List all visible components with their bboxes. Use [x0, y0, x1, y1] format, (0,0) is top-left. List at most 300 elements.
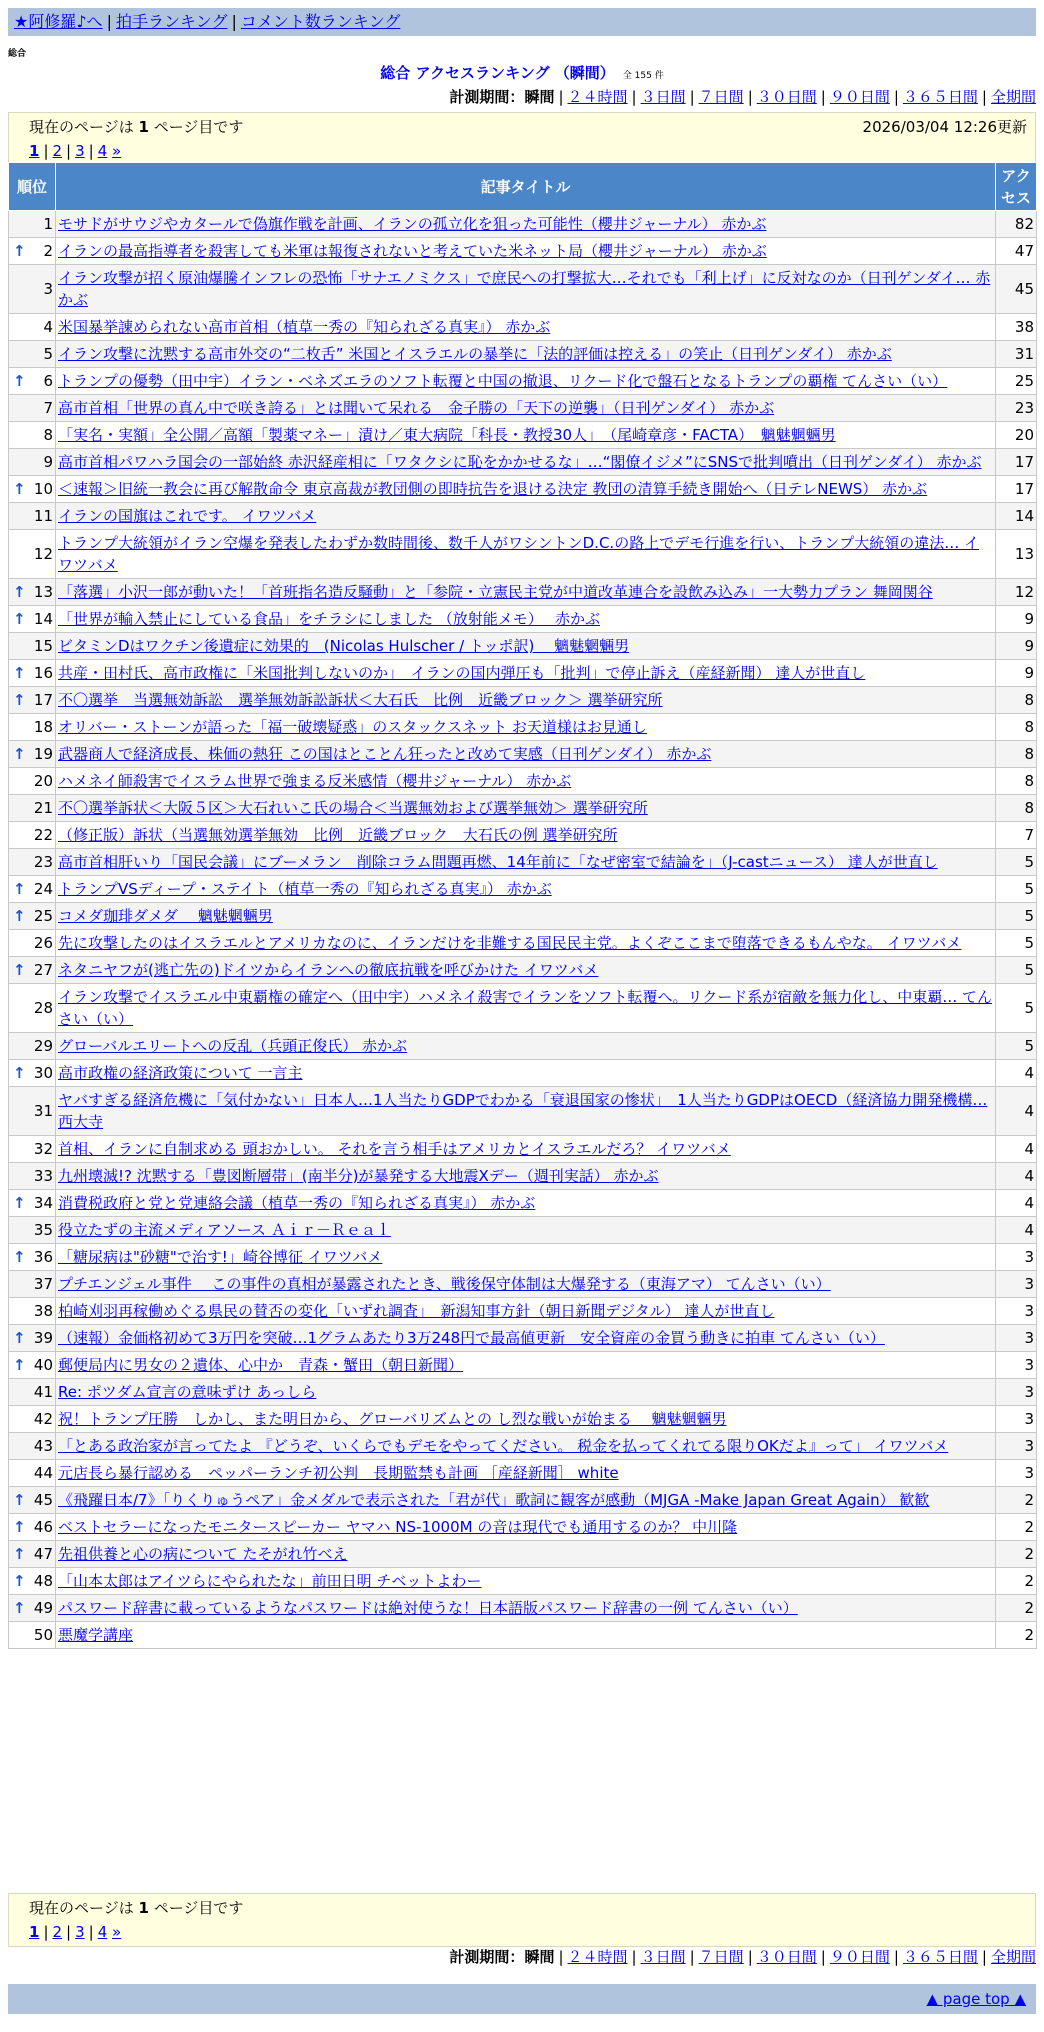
rank-cell: [9, 1060, 56, 1087]
rank-number: 41: [33, 1383, 53, 1401]
access-count: 2: [996, 1595, 1037, 1622]
article-link[interactable]: 《飛躍日本/7》「りくりゅうペア」金メダルで表示された「君が代」歌詞に観客が感動（MJGA -Make Japan Great Again） 歓歓: [58, 1491, 930, 1509]
period-option[interactable]: ２４時間: [567, 88, 628, 106]
access-count: 5: [996, 1033, 1037, 1060]
rank-up-arrow-icon: ↑: [13, 880, 26, 898]
title-cell: [56, 1298, 996, 1325]
rank-up-arrow-icon: ↑: [13, 745, 26, 763]
title-cell: [56, 211, 996, 238]
heading: [0, 62, 1044, 87]
nav-link[interactable]: ★阿修羅♪へ: [14, 12, 103, 31]
rank-up-arrow-icon: ↑: [13, 1491, 26, 1509]
period-label: 計測期間：: [449, 1948, 525, 1966]
pager-separator: |: [88, 142, 94, 160]
title-cell: [56, 687, 996, 714]
table-row: [9, 1541, 1037, 1568]
rank-cell: [9, 341, 56, 368]
article-link[interactable]: イラン攻撃が招く原油爆騰インフレの恐怖「サナエノミクス」で庶民への打撃拡大…それでも「利上げ」に反対なのか（日刊ゲンダイ… 赤かぶ: [58, 269, 991, 309]
period-current: 瞬間: [524, 88, 555, 106]
article-link[interactable]: 首相、イランに自制求める 頭おかしい。 それを言う相手はアメリカとイスラエルだろ？ イワツバメ: [58, 1140, 731, 1158]
article-link[interactable]: 先に攻撃したのはイスラエルとアメリカなのに、イランだけを非難する国民民主党。よくぞここまで堕落できるもんやな。 イワツバメ: [58, 934, 962, 952]
article-link[interactable]: 共産・田村氏、高市政権に「米国批判しないのか」 イランの国内弾圧も「批判」で停止訴え（産経新聞） 達人が世直し: [58, 664, 866, 682]
rank-number: 16: [33, 664, 53, 682]
article-link[interactable]: 元店長ら暴行認める ペッパーランチ初公判 長期監禁も計画 ［産経新聞］ white: [58, 1464, 619, 1482]
table-row: [9, 1568, 1037, 1595]
rank-number: 31: [33, 1102, 53, 1120]
article-link[interactable]: 役立たずの主流メディアソース Ａｉｒ－Ｒｅａｌ: [58, 1221, 391, 1239]
access-count: 3: [996, 1406, 1037, 1433]
rank-cell: [9, 795, 56, 822]
rank-up-arrow-icon: ↑: [13, 1545, 26, 1563]
title-cell: [56, 395, 996, 422]
access-count: 3: [996, 1433, 1037, 1460]
nav-link[interactable]: コメント数ランキング: [240, 12, 401, 31]
article-link[interactable]: トランプ大統領がイラン空爆を発表したわずか数時間後、数千人がワシントンD.C.の路上でデモ行進を行い、トランプ大統領の違法… イワツバメ: [58, 534, 979, 574]
article-link[interactable]: グローバルエリートへの反乱（兵頭正俊氏） 赤かぶ: [58, 1037, 408, 1055]
table-row: [9, 1060, 1037, 1087]
table-row: [9, 957, 1037, 984]
article-link[interactable]: ベストセラーになったモニタースピーカー ヤマハ NS-1000M の音は現代でも通用するのか？ 中川隆: [58, 1518, 738, 1536]
pager-separator: |: [88, 1923, 94, 1941]
article-link[interactable]: 「落選」小沢一郎が動いた！「首班指名造反騒動」と「参院・立憲民主党が中道改革連合を設飲み込み」一大勢力プラン 舞岡関谷: [58, 583, 933, 601]
header-access: アクセス: [996, 163, 1037, 211]
article-link[interactable]: イランの最高指導者を殺害しても米軍は報復されないと考えていた米ネット局（櫻井ジャーナル） 赤かぶ: [58, 242, 767, 260]
article-link[interactable]: ヤバすぎる経済危機に「気付かない」日本人…1人当たりGDPでわかる「衰退国家の惨状」 1人当たりGDPはOECD（経済協力開発機構… 西大寺: [58, 1091, 988, 1131]
title-cell: [56, 1406, 996, 1433]
period-separator: |: [747, 88, 753, 106]
title-cell: [56, 903, 996, 930]
rank-cell: [9, 1271, 56, 1298]
rank-number: 7: [43, 399, 53, 417]
table-row: [9, 1190, 1037, 1217]
rank-cell: [9, 1217, 56, 1244]
access-count: 45: [996, 265, 1037, 314]
access-count: 82: [996, 211, 1037, 238]
table-row: [9, 768, 1037, 795]
access-count: 23: [996, 395, 1037, 422]
article-link[interactable]: 柏崎刈羽再稼働めぐる県民の賛否の変化「いずれ調査」 新潟知事方針（朝日新聞デジタル） 達人が世直し: [58, 1302, 775, 1320]
article-link[interactable]: ＜速報＞旧統一教会に再び解散命令 東京高裁が教団側の即時抗告を退ける決定 教団の清算手続き開始へ（日テレNEWS） 赤かぶ: [58, 480, 928, 498]
article-link[interactable]: 不〇選挙訴状＜大阪５区＞大石れいこ氏の場合＜当選無効および選挙無効＞ 選挙研究所: [58, 799, 648, 817]
period-option[interactable]: ７日間: [698, 1948, 744, 1966]
title-cell: [56, 714, 996, 741]
article-link[interactable]: 高市首相「世界の真ん中で咲き誇る」とは聞いて呆れる 金子勝の「天下の逆襲」（日刊ゲンダイ） 赤かぶ: [58, 399, 775, 417]
article-link[interactable]: イラン攻撃に沈黙する高市外交の“二枚舌” 米国とイスラエルの暴挙に「法的評価は控える」の笑止（日刊ゲンダイ） 赤かぶ: [58, 345, 892, 363]
rank-number: 5: [43, 345, 53, 363]
rank-number: 15: [33, 637, 53, 655]
title-cell: [56, 1136, 996, 1163]
rank-cell: [9, 633, 56, 660]
period-option[interactable]: ３６５日間: [902, 1948, 978, 1966]
access-count: 5: [996, 957, 1037, 984]
period-separator: |: [558, 1948, 564, 1966]
table-row: [9, 606, 1037, 633]
rank-number: 28: [33, 999, 53, 1017]
rank-up-arrow-icon: ↑: [13, 1518, 26, 1536]
access-count: 4: [996, 1087, 1037, 1136]
rank-cell: [9, 1163, 56, 1190]
table-row: [9, 1298, 1037, 1325]
title-cell: [56, 1271, 996, 1298]
rank-number: 44: [33, 1464, 53, 1482]
access-count: 8: [996, 687, 1037, 714]
article-link[interactable]: 郵便局内に男女の２遺体、心中か 青森・蟹田（朝日新聞）: [58, 1356, 464, 1374]
rank-number: 21: [33, 799, 53, 817]
rank-cell: [9, 422, 56, 449]
rank-number: 6: [43, 372, 53, 390]
rank-number: 33: [33, 1167, 53, 1185]
footer-bar: [8, 1984, 1036, 2014]
rank-number: 50: [33, 1626, 53, 1644]
rank-up-arrow-icon: ↑: [13, 664, 26, 682]
page-top-link[interactable]: ▲ page top ▲: [926, 1990, 1026, 2008]
rank-cell: [9, 1622, 56, 1649]
article-link[interactable]: ネタニヤフが(逃亡先の)ドイツからイランへの徹底抗戦を呼びかけた イワツバメ: [58, 961, 599, 979]
rank-cell: [9, 1514, 56, 1541]
next-page-link[interactable]: »: [112, 142, 122, 160]
table-row: [9, 1379, 1037, 1406]
period-separator: |: [747, 1948, 753, 1966]
article-link[interactable]: イランの国旗はこれです。 イワツバメ: [58, 507, 317, 525]
article-link[interactable]: （速報）金価格初めて3万円を突破…1グラムあたり3万248円で最高値更新 安全資産の金買う動きに拍車 てんさい（い）: [58, 1329, 885, 1347]
rank-cell: [9, 1352, 56, 1379]
rank-cell: [9, 579, 56, 606]
title-cell: [56, 530, 996, 579]
access-count: 3: [996, 1298, 1037, 1325]
table-row: [9, 1217, 1037, 1244]
article-link[interactable]: イラン攻撃でイスラエル中東覇権の確定へ（田中宇）ハメネイ殺害でイランをソフト転覆へ。リクード系が宿敵を無力化し、中東覇… てんさい（い）: [58, 988, 993, 1028]
period-option[interactable]: 全期間: [990, 1948, 1036, 1966]
rank-number: 34: [33, 1194, 53, 1212]
rank-number: 40: [33, 1356, 53, 1374]
access-count: 12: [996, 579, 1037, 606]
page-link[interactable]: 3: [75, 1923, 85, 1941]
table-row: [9, 849, 1037, 876]
rank-number: 36: [33, 1248, 53, 1266]
title-cell: [56, 1514, 996, 1541]
title-cell: [56, 1568, 996, 1595]
period-separator: |: [689, 88, 695, 106]
article-link[interactable]: 九州壊滅!? 沈黙する「豊図断層帯」(南半分)が暴発する大地震Xデー（週刊実話） 赤かぶ: [58, 1167, 659, 1185]
title-cell: [56, 606, 996, 633]
title-cell: [56, 876, 996, 903]
access-count: 25: [996, 368, 1037, 395]
page-link[interactable]: 2: [52, 142, 63, 160]
rank-number: 23: [33, 853, 53, 871]
page-link[interactable]: 4: [97, 142, 108, 160]
rank-up-arrow-icon: ↑: [13, 1329, 26, 1347]
period-separator: |: [893, 1948, 899, 1966]
access-count: 17: [996, 449, 1037, 476]
rank-cell: [9, 1595, 56, 1622]
article-link[interactable]: 高市首相パワハラ国会の一部始終 赤沢経産相に「ワタクシに恥をかかせるな」…“閣僚イジメ”にSNSで批判噴出（日刊ゲンダイ） 赤かぶ: [58, 453, 982, 471]
rank-cell: [9, 1325, 56, 1352]
article-link[interactable]: 高市政権の経済政策について 一言主: [58, 1064, 303, 1082]
title-cell: [56, 1460, 996, 1487]
rank-cell: [9, 741, 56, 768]
title-cell: [56, 984, 996, 1033]
period-option[interactable]: ３０日間: [756, 88, 817, 106]
article-link[interactable]: 祝！トランプ圧勝 しかし、また明日から、グローバリズムとの し烈な戦いが始まる 魑魅魍魎男: [58, 1410, 727, 1428]
rank-cell: [9, 238, 56, 265]
access-count: 47: [996, 238, 1037, 265]
access-count: 3: [996, 1271, 1037, 1298]
article-link[interactable]: Re: ポツダム宣言の意味ずけ あっしら: [58, 1383, 317, 1401]
title-cell: [56, 1163, 996, 1190]
article-link[interactable]: モサドがサウジやカタールで偽旗作戦を計画、イランの孤立化を狙った可能性（櫻井ジャーナル） 赤かぶ: [58, 215, 767, 233]
article-link[interactable]: （修正版）訴状（当選無効選挙無効 比例 近畿ブロック 大石氏の例 選挙研究所: [58, 826, 618, 844]
article-link[interactable]: 悪魔学講座: [58, 1626, 134, 1644]
table-row: [9, 449, 1037, 476]
pager-status-suffix: ページ目です: [153, 118, 244, 136]
rank-up-arrow-icon: ↑: [13, 1356, 26, 1374]
rank-cell: [9, 660, 56, 687]
article-link[interactable]: 「とある政治家が言ってたよ 『どうぞ、いくらでもデモをやってください。 税金を払ってくれてる限りOKだよ』って」 イワツバメ: [58, 1437, 949, 1455]
title-cell: [56, 238, 996, 265]
access-count: 9: [996, 633, 1037, 660]
title-cell: [56, 1190, 996, 1217]
rank-number: 24: [33, 880, 53, 898]
rank-number: 27: [33, 961, 53, 979]
rank-cell: [9, 1487, 56, 1514]
nav-separator: |: [106, 12, 112, 31]
period-option[interactable]: ９０日間: [829, 88, 890, 106]
period-option[interactable]: ３日間: [640, 88, 686, 106]
table-row: [9, 984, 1037, 1033]
access-count: 38: [996, 314, 1037, 341]
title-cell: [56, 741, 996, 768]
nav-separator: |: [231, 12, 237, 31]
page-link[interactable]: 3: [75, 142, 85, 160]
title-cell: [56, 314, 996, 341]
article-link[interactable]: 「山本太郎はアイツらにやられたな」前田日明 チベットよわー: [58, 1572, 482, 1590]
rank-up-arrow-icon: ↑: [13, 1572, 26, 1590]
rank-up-arrow-icon: ↑: [13, 480, 26, 498]
access-count: 4: [996, 1217, 1037, 1244]
page-title: 総合 アクセスランキング （瞬間）: [380, 64, 615, 82]
rank-number: 4: [43, 318, 53, 336]
pager-separator: |: [43, 1923, 49, 1941]
access-count: 9: [996, 660, 1037, 687]
title-cell: [56, 822, 996, 849]
rank-up-arrow-icon: ↑: [13, 1599, 26, 1617]
rank-cell: [9, 1541, 56, 1568]
article-link[interactable]: プチエンジェル事件 この事件の真相が暴露されたとき、戦後保守体制は大爆発する（東海アマ） てんさい（い）: [58, 1275, 831, 1293]
title-cell: [56, 1595, 996, 1622]
rank-number: 43: [33, 1437, 53, 1455]
period-separator: |: [820, 1948, 826, 1966]
title-cell: [56, 1033, 996, 1060]
article-link[interactable]: 先祖供養と心の病について たそがれ竹べえ: [58, 1545, 348, 1563]
article-link[interactable]: 武器商人で経済成長、株価の熱狂 この国はとことん狂ったと改めて実感（日刊ゲンダイ） 赤かぶ: [58, 745, 712, 763]
rank-up-arrow-icon: ↑: [13, 961, 26, 979]
table-row: [9, 660, 1037, 687]
article-link[interactable]: 「糖尿病は"砂糖"で治す!」崎谷博征 イワツバメ: [58, 1248, 383, 1266]
table-row: [9, 1595, 1037, 1622]
rank-number: 20: [33, 772, 53, 790]
rank-up-arrow-icon: ↑: [13, 1194, 26, 1212]
rank-cell: [9, 476, 56, 503]
title-cell: [56, 957, 996, 984]
table-row: [9, 368, 1037, 395]
table-row: [9, 714, 1037, 741]
access-count: 8: [996, 795, 1037, 822]
article-link[interactable]: ハメネイ師殺害でイスラム世界で強まる反米感情（櫻井ジャーナル） 赤かぶ: [58, 772, 572, 790]
rank-number: 22: [33, 826, 53, 844]
period-option[interactable]: 全期間: [990, 88, 1036, 106]
title-cell: [56, 930, 996, 957]
access-count: 5: [996, 930, 1037, 957]
rank-cell: [9, 957, 56, 984]
rank-number: 19: [33, 745, 53, 763]
rank-number: 12: [33, 545, 53, 563]
table-row: [9, 741, 1037, 768]
title-cell: [56, 1087, 996, 1136]
article-link[interactable]: 「実名・実額」全公開／高額「製薬マネー」漬け／東大病院「科長・教授30人」 （尾崎章彦・FACTA） 魑魅魍魎男: [58, 426, 836, 444]
pager-links: [29, 139, 1015, 163]
table-row: [9, 795, 1037, 822]
access-count: 20: [996, 422, 1037, 449]
title-cell: [56, 1060, 996, 1087]
access-count: 3: [996, 1325, 1037, 1352]
table-row: [9, 265, 1037, 314]
rank-number: 30: [33, 1064, 53, 1082]
access-count: 5: [996, 984, 1037, 1033]
rank-number: 25: [33, 907, 53, 925]
access-count: 8: [996, 741, 1037, 768]
access-count: 5: [996, 849, 1037, 876]
pager-bottom: [8, 1893, 1036, 1947]
title-cell: [56, 1622, 996, 1649]
rank-cell: [9, 876, 56, 903]
table-row: [9, 422, 1037, 449]
table-row: [9, 395, 1037, 422]
period-current: 瞬間: [524, 1948, 555, 1966]
table-row: [9, 930, 1037, 957]
access-count: 9: [996, 606, 1037, 633]
rank-cell: [9, 606, 56, 633]
table-row: [9, 1460, 1037, 1487]
access-count: 3: [996, 1379, 1037, 1406]
title-cell: [56, 660, 996, 687]
category-label: 総合: [8, 49, 27, 59]
article-link[interactable]: 消費税政府と党と党連絡会議（植草一秀の『知られざる真実』） 赤かぶ: [58, 1194, 536, 1212]
article-link[interactable]: 不〇選挙 当選無効訴訟 選挙無効訴訟訴状＜大石氏 比例 近畿ブロック＞ 選挙研究所: [58, 691, 663, 709]
period-option[interactable]: ７日間: [698, 88, 744, 106]
title-cell: [56, 1541, 996, 1568]
rank-number: 1: [43, 215, 53, 233]
table-row: [9, 903, 1037, 930]
table-row: [9, 1514, 1037, 1541]
article-link[interactable]: トランプVSディープ・ステイト（植草一秀の『知られざる真実』） 赤かぶ: [58, 880, 552, 898]
rank-cell: [9, 1033, 56, 1060]
rank-number: 37: [33, 1275, 53, 1293]
page-link[interactable]: 4: [97, 1923, 108, 1941]
rank-number: 47: [33, 1545, 53, 1563]
period-separator: |: [631, 88, 637, 106]
title-cell: [56, 1217, 996, 1244]
updated-time: 2026/03/04 12:26更新: [862, 118, 1027, 136]
article-link[interactable]: コメダ珈琲ダメダ 魑魅魍魎男: [58, 907, 273, 925]
rank-cell: [9, 849, 56, 876]
title-cell: [56, 503, 996, 530]
rank-cell: [9, 211, 56, 238]
rank-number: 42: [33, 1410, 53, 1428]
next-page-link[interactable]: »: [112, 1923, 122, 1941]
table-row: [9, 1433, 1037, 1460]
article-link[interactable]: 高市首相肝いり「国民会議」にブーメラン 削除コラム問題再燃、14年前に「なぜ密室で結論を」（J-castニュース） 達人が世直し: [58, 853, 938, 871]
period-option[interactable]: ９０日間: [829, 1948, 890, 1966]
access-count: 8: [996, 714, 1037, 741]
access-count: 13: [996, 530, 1037, 579]
access-count: 2: [996, 1622, 1037, 1649]
table-row: [9, 1352, 1037, 1379]
title-cell: [56, 449, 996, 476]
title-cell: [56, 633, 996, 660]
table-row: [9, 530, 1037, 579]
page-link-current[interactable]: 1: [29, 142, 40, 160]
rank-cell: [9, 1433, 56, 1460]
period-option[interactable]: ３０日間: [756, 1948, 817, 1966]
table-row: [9, 238, 1037, 265]
rank-cell: [9, 1460, 56, 1487]
pager-status: [29, 1896, 1015, 1920]
table-row: [9, 579, 1037, 606]
article-link[interactable]: オリバー・ストーンが語った「福一破壊疑惑」のスタックスネット お天道様はお見通し: [58, 718, 647, 736]
access-count: 17: [996, 476, 1037, 503]
rank-number: 32: [33, 1140, 53, 1158]
table-row: [9, 1033, 1037, 1060]
period-separator: |: [631, 1948, 637, 1966]
page-link-current[interactable]: 1: [29, 1923, 40, 1941]
title-cell: [56, 795, 996, 822]
period-option[interactable]: ３日間: [640, 1948, 686, 1966]
table-row: [9, 503, 1037, 530]
page-link[interactable]: 2: [52, 1923, 63, 1941]
article-link[interactable]: パスワード辞書に載っているようなパスワードは絶対使うな！日本語版パスワード辞書の一例 てんさい（い）: [58, 1599, 798, 1617]
rank-number: 8: [43, 426, 53, 444]
pager-status-prefix: 現在のページは: [29, 118, 134, 136]
pager-separator: |: [66, 142, 72, 160]
nav-link[interactable]: 拍手ランキング: [115, 12, 228, 31]
table-row: [9, 1087, 1037, 1136]
rank-cell: [9, 930, 56, 957]
article-link[interactable]: 米国暴挙諌められない高市首相（植草一秀の『知られざる真実』） 赤かぶ: [58, 318, 551, 336]
rank-number: 18: [33, 718, 53, 736]
access-count: 2: [996, 1541, 1037, 1568]
title-cell: [56, 422, 996, 449]
period-option[interactable]: ２４時間: [567, 1948, 628, 1966]
period-separator: |: [820, 88, 826, 106]
rank-cell: [9, 1244, 56, 1271]
ranking-rows: [9, 211, 1037, 1649]
rank-up-arrow-icon: ↑: [13, 242, 26, 260]
period-separator: |: [689, 1948, 695, 1966]
rank-cell: [9, 395, 56, 422]
table-row: [9, 476, 1037, 503]
access-count: 4: [996, 1163, 1037, 1190]
article-link[interactable]: トランプの優勢（田中宇）イラン・ベネズエラのソフト転覆と中国の撤退、リクード化で盤石となるトランプの覇権 てんさい（い）: [58, 372, 948, 390]
title-cell: [56, 265, 996, 314]
table-row: [9, 1244, 1037, 1271]
article-link[interactable]: ビタミンDはワクチン後遺症に効果的 (Nicolas Hulscher / トッポ訳) 魑魅魍魎男: [58, 637, 630, 655]
title-cell: [56, 476, 996, 503]
access-count: 5: [996, 876, 1037, 903]
article-link[interactable]: 「世界が輸入禁止にしている食品」をチラシにしました （放射能メモ） 赤かぶ: [58, 610, 601, 628]
rank-cell: [9, 1379, 56, 1406]
rank-cell: [9, 1136, 56, 1163]
period-option[interactable]: ３６５日間: [902, 88, 978, 106]
